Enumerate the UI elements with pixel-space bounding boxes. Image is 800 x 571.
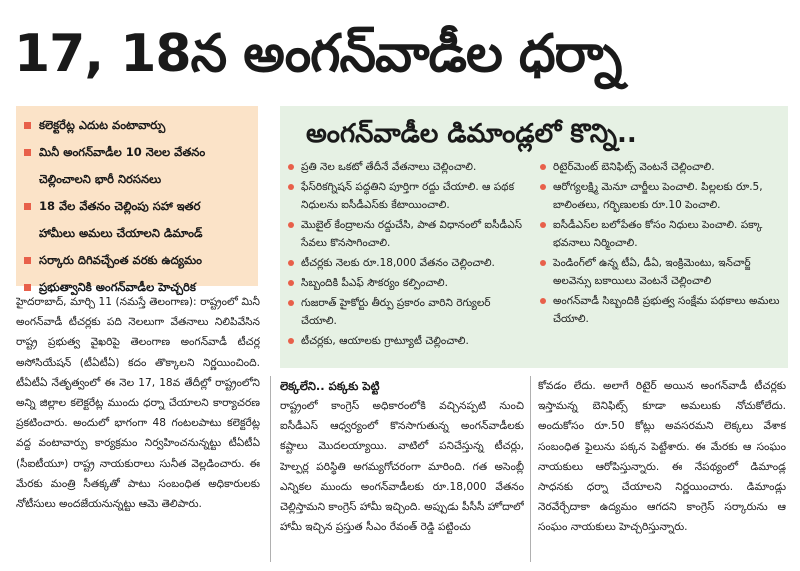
- bullet-icon: [540, 164, 546, 170]
- demand-item: [288, 254, 528, 272]
- square-bullet-icon: [24, 203, 31, 210]
- highlight-line: చెల్లించాలని భారీ నిరసనలు: [39, 172, 162, 186]
- square-bullet-icon: [24, 149, 31, 156]
- highlight-text: ప్రభుత్వానికి అంగన్‌వాడీల హెచ్చరిక: [39, 280, 196, 294]
- demand-text: సిబ్బందికి పీఎఫ్ సౌకర్యం కల్పించాలి.: [301, 277, 448, 289]
- highlight-item: [24, 112, 252, 139]
- demands-left-column: [288, 158, 528, 352]
- bullet-icon: [540, 298, 546, 304]
- highlight-text: కలెక్టరేట్ల ఎదుట వంటావార్పు: [39, 118, 166, 132]
- demand-text: మొబైల్ కేంద్రాలను రద్దుచేసి, పాత విధానంలో ఐసీడీఎస్ సేవలు కొనసాగించాలి.: [301, 219, 523, 249]
- square-bullet-icon: [24, 122, 31, 129]
- demands-box: [280, 106, 788, 368]
- demand-item: [288, 294, 528, 330]
- highlight-text: సర్కారు దిగివచ్చేంత వరకు ఉద్యమం: [39, 253, 202, 267]
- demand-text: అంగన్‌వాడీ సిబ్బందికి ప్రభుత్వ సంక్షేమ పథకాలు అమలు చేయాలి.: [553, 295, 780, 325]
- demand-item: [288, 274, 528, 292]
- demand-text: టీచర్లకు నెలకు రూ.18,000 వేతనం చెల్లించాలి.: [301, 257, 495, 269]
- demands-right-column: [540, 158, 780, 352]
- highlight-text: [39, 139, 252, 193]
- bullet-icon: [288, 164, 294, 170]
- article-column-2-text: రాష్ట్రంలో కాంగ్రెస్ అధికారంలోకి వచ్చినప్పటి నుంచి ఐసీడీఎస్ ఆధ్వర్యంలో కొనసాగుతున్న అంగన్‌వాడీలకు కష్టాలు మొదలయ్యాయి. వాటిలో పనిచేస్తున్న టీచర్లు, హెల్పర్ల పరిస్థితి అగమ్యగోచరంగా మారింది. గత అసెంబ్లీ ఎన్నికల ముందు అంగన్‌వాడీలకు రూ.18,000 వేతనం చెల్లిస్తామని కాంగ్రెస్ హామీ ఇచ్చింది. అప్పుడు పీసీసీ హోదాలో హామీ ఇచ్చిన ప్రస్తుత సీఎం రేవంత్ రెడ్డి పట్టించు: [280, 400, 524, 534]
- highlight-line: 18 వేల వేతనం చెల్లింపు సహా ఇతర: [39, 199, 201, 213]
- demand-item: [288, 216, 528, 252]
- bullet-icon: [540, 260, 546, 266]
- highlight-text: [39, 193, 252, 247]
- highlights-box: [16, 106, 258, 294]
- demand-text: ఫేస్‌రికగ్నిషన్ పద్ధతిని పూర్తిగా రద్దు చేయాలి. ఆ పథక నిధులను ఐసీడీఎస్‌కు కేటాయించాలి.: [301, 181, 515, 211]
- demand-item: [288, 158, 528, 176]
- demand-item: [540, 216, 780, 252]
- bullet-icon: [288, 222, 294, 228]
- article-column-3: కోవడం లేదు. అలాగే రిటైర్ అయిన అంగన్‌వాడీ టీచర్లకు ఇస్తామన్న బెనిఫిట్స్ కూడా అమలుకు నోచుకోలేదు. అందుకోసం రూ.50 కోట్లు అవసరమని లెక్కలు వేశాక సంబంధిత ఫైలును పక్కన పెట్టేశారు. ఈ మేరకు ఆ సంఘం నాయకులు ఆరోపిస్తున్నారు. ఈ నేపథ్యంలో డిమాండ్ల సాధనకు ధర్నా చేయాలని నిర్ణయించారు. డిమాండ్లు నెరవేర్చేదాకా ఉద్యమం ఆగదని కాంగ్రెస్ సర్కారును ఆ సంఘం నాయకులు హెచ్చరిస్తున్నారు.: [538, 380, 786, 534]
- article-column-2: [280, 376, 524, 562]
- column-divider: [270, 376, 271, 562]
- highlight-item: [24, 193, 252, 247]
- highlight-item: [24, 247, 252, 274]
- demand-item: [540, 254, 780, 290]
- demand-text: టీచర్లకు, ఆయాలకు గ్రాట్యూటీ చెల్లించాలి.: [301, 335, 469, 347]
- article-column-1: హైదరాబాద్, మార్చి 11 (నమస్తే తెలంగాణ): రాష్ట్రంలో మినీ అంగన్‌వాడీ టీచర్లకు పది నెలలుగా వేతనాలు నిలిపివేసిన రాష్ట్ర ప్రభుత్వ వైఖరిపై తెలంగాణ అంగన్‌వాడీ టీచర్ల అసోసియేషన్ (టీఏటీఏ) కదం తొక్కాలని నిర్ణయించింది. టీఏటీఏ నేతృత్వంలో ఈ నెల 17, 18వ తేదీల్లో రాష్ట్రంలోని అన్ని జిల్లాల కలెక్టరేట్ల ముందు ధర్నా చేయాలని కార్యాచరణ ప్రకటించారు. అందులో భాగంగా 48 గంటలపాటు కలెక్టరేట్ల వద్ద వంటావార్పు కార్యక్రమం నిర్వహించనున్నట్టు టీఏటీఏ (సీఐటీయూ) రాష్ట్ర నాయకురాలు సునీత వెల్లడించారు. ఈ మేరకు మంత్రి సీతక్కతో పాటు సంబంధిత అధికారులకు నోటీసులు అందజేయనున్నట్టు ఆమె తెలిపారు.: [16, 296, 260, 511]
- demand-text: గుజరాత్ హైకోర్టు తీర్పు ప్రకారం వారిని రెగ్యులర్ చేయాలి.: [301, 297, 491, 327]
- demand-item: [540, 292, 780, 328]
- demand-item: [288, 178, 528, 214]
- demand-text: ప్రతి నెల ఒకటో తేదీనే వేతనాలు చెల్లించాలి.: [301, 161, 477, 173]
- demand-text: ఐసీడీఎస్‌ల బలోపేతం కోసం నిధులు పెంచాలి. పక్కా భవనాలు నిర్మించాలి.: [553, 219, 763, 249]
- demand-text: రిటైర్‌మెంట్ బెనిఫిట్స్ వెంటనే చెల్లించాలి.: [553, 161, 715, 173]
- demand-item: [540, 178, 780, 214]
- bullet-icon: [288, 300, 294, 306]
- highlight-line: హామీలు అమలు చేయాలని డిమాండ్: [39, 226, 203, 240]
- demand-item: [540, 158, 780, 176]
- square-bullet-icon: [24, 257, 31, 264]
- bullet-icon: [288, 184, 294, 190]
- headline: 17, 18న అంగన్‌వాడీల ధర్నా: [14, 24, 622, 84]
- bullet-icon: [540, 184, 546, 190]
- highlight-line: మినీ అంగన్‌వాడీల 10 నెలల వేతనం: [39, 145, 206, 159]
- subheading: లెక్కలేని.. పక్కకు పెట్టి: [280, 379, 380, 393]
- demand-text: ఆరోగ్యలక్ష్మి మెనూ చార్జీలు పెంచాలి. పిల్లలకు రూ.5, బాలింతలు, గర్భిణులకు రూ.10 పెంచాలి.: [553, 181, 763, 211]
- bullet-icon: [288, 280, 294, 286]
- square-bullet-icon: [24, 284, 31, 291]
- demands-title: అంగన్‌వాడీల డిమాండ్లలో కొన్ని..: [306, 119, 637, 149]
- highlight-item: [24, 139, 252, 193]
- bullet-icon: [288, 338, 294, 344]
- column-divider: [530, 376, 531, 562]
- demand-text: పెండింగ్‌లో ఉన్న టీఏ, డీఏ, ఇంక్రిమెంటు, ఇన్‌చార్జ్ అలవెన్సు బకాయిలు వెంటనే చెల్లించాలి: [553, 257, 751, 287]
- demand-item: [288, 332, 528, 350]
- bullet-icon: [288, 260, 294, 266]
- bullet-icon: [540, 222, 546, 228]
